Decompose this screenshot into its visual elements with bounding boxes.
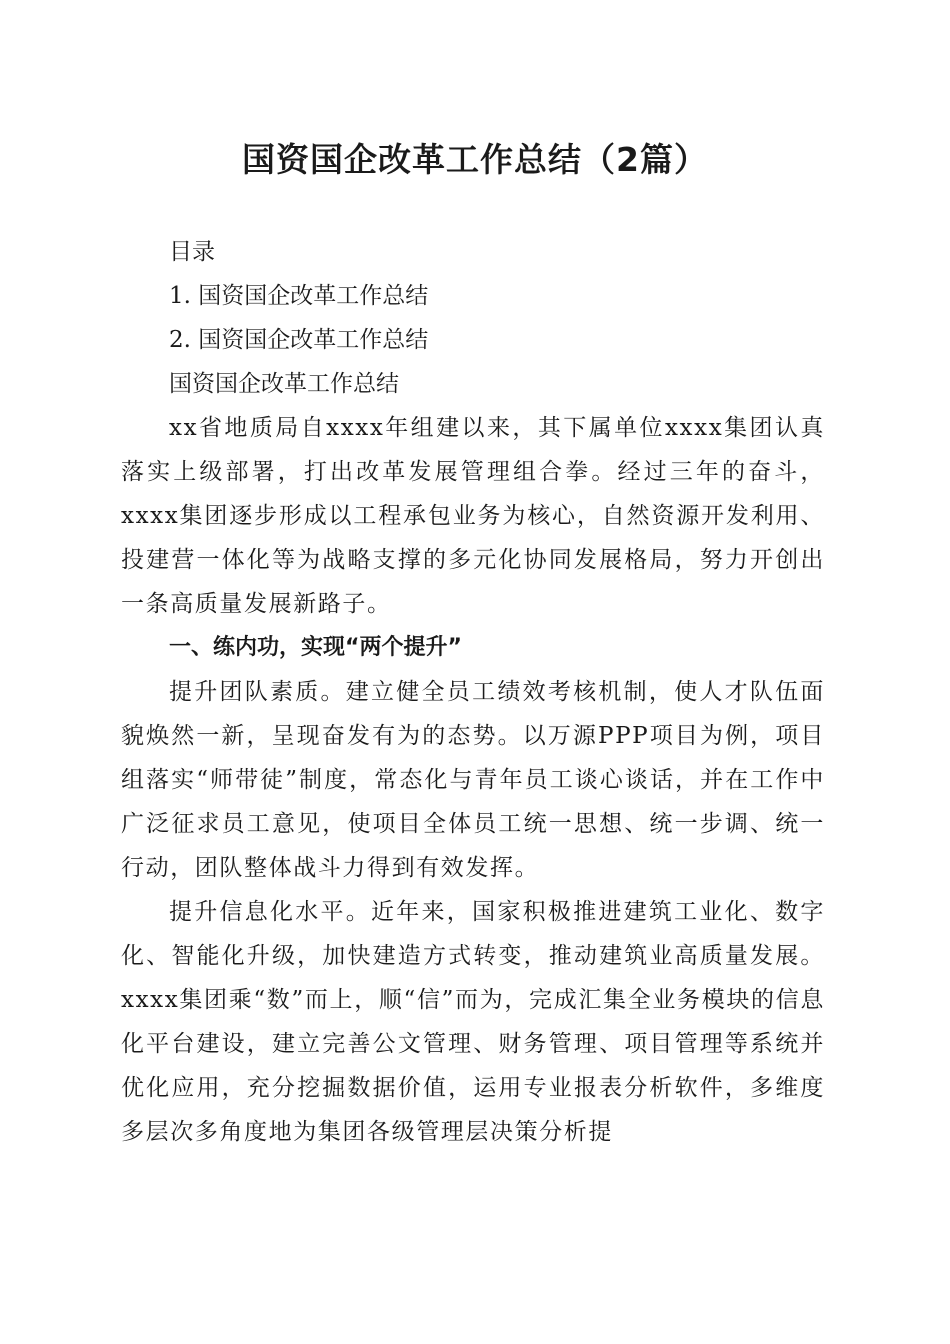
intro-paragraph: xx省地质局自xxxx年组建以来，其下属单位xxxx集团认真落实上级部署，打出改革发展管理组合拳。经过三年的奋斗，xxxx集团逐步形成以工程承包业务为核心，自然资源开发利用、投建营一体化等为战略支撑的多元化协同发展格局，努力开创出一条高质量发展新路子。 [121, 415, 825, 617]
section-title: 国资国企改革工作总结 [169, 371, 399, 397]
document-title: 国资国企改革工作总结（2篇） [242, 140, 708, 179]
body-paragraph: 提升信息化水平。近年来，国家积极推进建筑工业化、数字化、智能化升级，加快建造方式转变，推动建筑业高质量发展。xxxx集团乘“数”而上，顺“信”而为，完成汇集全业务模块的信息化平台建设，建立完善公文管理、财务管理、项目管理等系统并优化应用，充分挖掘数据价值，运用专业报表分析软件，多维度多层次多角度地为集团各级管理层决策分析提 [121, 899, 825, 1145]
toc-label: 目录 [169, 239, 215, 265]
toc-item[interactable]: 1. 国资国企改革工作总结 [169, 283, 429, 309]
document-body [121, 230, 825, 1154]
body-paragraph: 提升团队素质。建立健全员工绩效考核机制，使人才队伍面貌焕然一新，呈现奋发有为的态势。以万源PPP项目为例，项目组落实“师带徒”制度，常态化与青年员工谈心谈话，并在工作中广泛征求员工意见，使项目全体员工统一思想、统一步调、统一行动，团队整体战斗力得到有效发挥。 [121, 679, 825, 881]
section-heading: 一、练内功，实现“两个提升” [169, 635, 462, 660]
toc-item[interactable]: 2. 国资国企改革工作总结 [169, 327, 429, 353]
